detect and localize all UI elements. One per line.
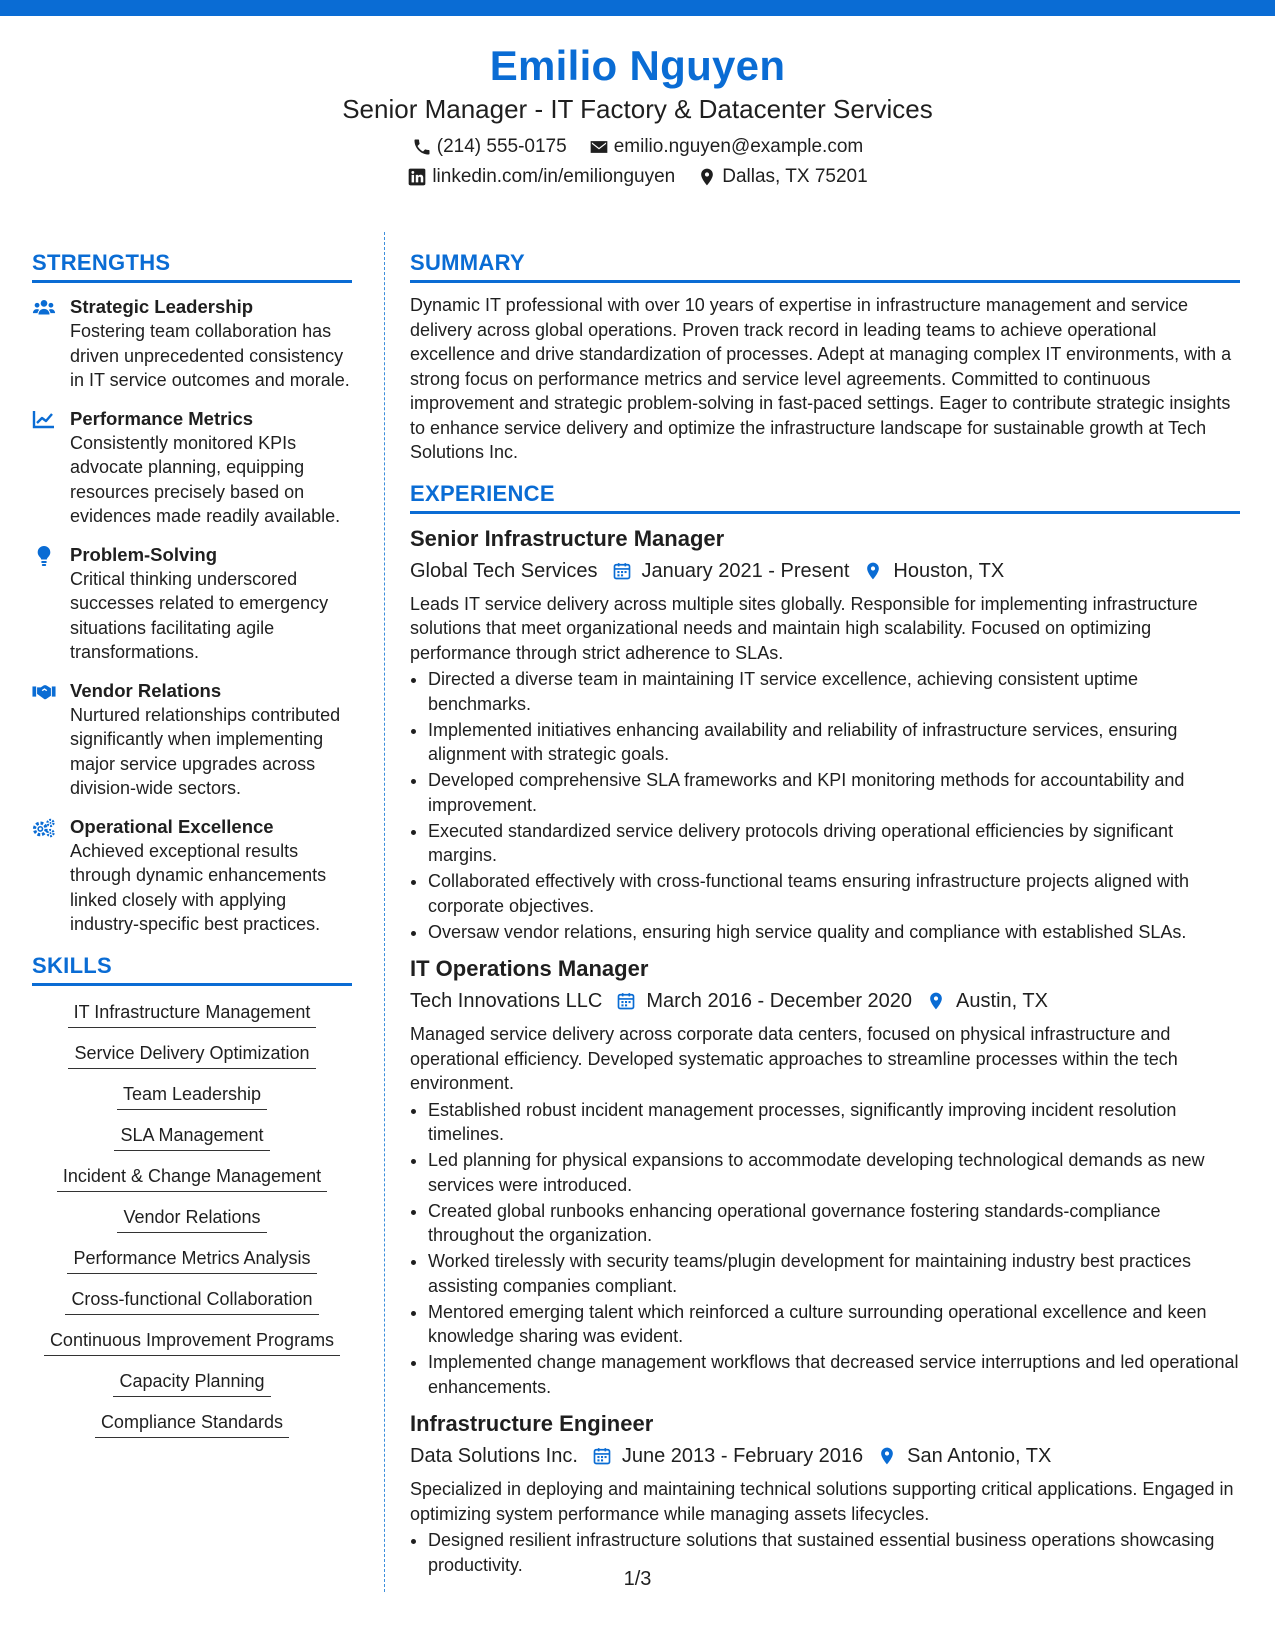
job-title: IT Operations Manager — [410, 956, 649, 981]
map-pin-icon — [877, 1446, 897, 1466]
job-meta — [410, 556, 1240, 586]
job-bullet: • Collaborated effectively with cross-functional teams ensuring infrastructure projects aligned with corporate objectives. — [428, 869, 1240, 918]
lightbulb-icon — [32, 545, 56, 567]
skill-item — [32, 1328, 352, 1356]
strength-item — [32, 407, 352, 529]
strength-description: Achieved exceptional results through dynamic enhancements linked closely with applying industry-specific best practices. — [70, 840, 327, 934]
strength-title: Strategic Leadership — [70, 296, 254, 317]
job-location: Austin, TX — [956, 990, 1048, 1012]
skill-label: Continuous Improvement Programs — [44, 1328, 340, 1356]
strengths-heading: STRENGTHS — [32, 248, 352, 283]
strength-item — [32, 295, 352, 393]
column-divider — [384, 232, 385, 1592]
job-bullet: • Implemented initiatives enhancing availability and reliability of infrastructure services, ensuring alignment with strategic goals. — [428, 718, 1240, 767]
email-text[interactable]: emilio.nguyen@example.com — [613, 136, 864, 157]
strength-item — [32, 815, 352, 937]
linkedin-icon — [407, 167, 427, 187]
strength-title: Problem-Solving — [70, 543, 217, 565]
strength-description: Fostering team collaboration has driven unprecedented consistency in IT service outcomes and morale. — [70, 321, 350, 390]
handshake-icon — [32, 681, 56, 703]
skills-list — [32, 1000, 352, 1438]
job-bullet: • Created global runbooks enhancing operational governance fostering standards-compliance throughout the organization. — [428, 1199, 1240, 1248]
job-dates: March 2016 - December 2020 — [646, 990, 913, 1012]
chart-line-icon — [32, 409, 56, 431]
job-description: Managed service delivery across corporate data centers, focused on physical infrastructure and operational efficiency. Developed systematic approaches to streamline processes within the tech environment. — [410, 1024, 1178, 1093]
email-contact[interactable] — [589, 132, 864, 162]
job-entry — [410, 954, 1240, 1399]
job-meta — [410, 1441, 1240, 1471]
strength-title: Operational Excellence — [70, 815, 274, 837]
job-bullet: • Worked tirelessly with security teams/plugin development for maintaining industry best practices assisting companies compliant. — [428, 1249, 1240, 1298]
skill-label: Compliance Standards — [95, 1410, 289, 1438]
skill-item — [32, 1123, 352, 1151]
company-name: Global Tech Services — [410, 559, 598, 582]
map-pin-icon — [863, 561, 883, 581]
job-bullet: • Led planning for physical expansions to accommodate developing technological demands as new services were introduced. — [428, 1148, 1240, 1197]
top-accent-bar — [0, 0, 1275, 16]
job-description: Specialized in deploying and maintaining technical solutions supporting critical applications. Engaged in optimizing system performance while managing assets lifecycles. — [410, 1479, 1234, 1524]
skills-heading: SKILLS — [32, 951, 352, 986]
job-bullet: • Implemented change management workflows that decreased service interruptions and led operational enhancements. — [428, 1350, 1240, 1399]
candidate-title: Senior Manager - IT Factory & Datacenter Services — [342, 94, 933, 124]
skill-label: SLA Management — [114, 1123, 269, 1151]
skill-item — [32, 1082, 352, 1110]
calendar-icon — [592, 1446, 612, 1466]
job-title: Infrastructure Engineer — [410, 1411, 654, 1436]
strength-description: Critical thinking underscored successes related to emergency situations facilitating agile transformations. — [70, 568, 329, 662]
skill-label: Team Leadership — [117, 1082, 267, 1110]
skill-label: Performance Metrics Analysis — [67, 1246, 316, 1274]
company-name: Tech Innovations LLC — [410, 990, 603, 1012]
cogs-icon — [32, 817, 56, 839]
skill-item — [32, 1164, 352, 1192]
strengths-list — [32, 295, 352, 937]
skill-item — [32, 1369, 352, 1397]
users-icon — [32, 297, 56, 319]
job-bullet: • Developed comprehensive SLA frameworks and KPI monitoring methods for accountability and improvement. — [428, 768, 1240, 817]
skill-label: Service Delivery Optimization — [68, 1041, 315, 1069]
strength-title: Vendor Relations — [70, 679, 222, 701]
skill-item — [32, 1287, 352, 1315]
job-bullets — [410, 667, 1240, 944]
strength-title: Performance Metrics — [70, 407, 254, 429]
skill-item — [32, 1410, 352, 1438]
job-bullet: • Executed standardized service delivery protocols driving operational efficiencies by significant margins. — [428, 819, 1240, 868]
strength-description: Consistently monitored KPIs advocate planning, equipping resources precisely based on evidences made readily available. — [70, 432, 341, 526]
skill-item — [32, 1000, 352, 1028]
job-bullet: • Mentored emerging talent which reinforced a culture surrounding operational excellence and keen knowledge sharing was evident. — [428, 1300, 1240, 1349]
linkedin-contact[interactable] — [407, 162, 675, 192]
skill-label: Cross-functional Collaboration — [65, 1287, 318, 1315]
phone-text: (214) 555-0175 — [436, 136, 567, 157]
job-entry — [410, 524, 1240, 945]
phone-contact — [412, 132, 567, 162]
page-number: 1/3 — [623, 1568, 652, 1590]
summary-text: Dynamic IT professional with over 10 years of expertise in infrastructure management and service delivery across global operations. Proven track record in leading teams to achieve operational excellence and drive standardization of processes. Adept at managing complex IT environments, with a strong focus on performance metrics and service level agreements. Committed to continuous improvement and strategic problem-solving in fast-paced settings. Eager to contribute strategic insights to enhance service delivery and optimize the infrastructure landscape for sustainable growth at Tech Solutions Inc. — [410, 295, 1232, 462]
contact-row-1 — [0, 132, 1275, 162]
job-entry — [410, 1409, 1240, 1577]
resume-header — [0, 40, 1275, 192]
job-bullets — [410, 1098, 1240, 1400]
summary-heading: SUMMARY — [410, 248, 1240, 283]
company-name: Data Solutions Inc. — [410, 1445, 578, 1467]
job-dates: June 2013 - February 2016 — [621, 1445, 864, 1467]
linkedin-text[interactable]: linkedin.com/in/emilionguyen — [432, 166, 676, 187]
map-pin-icon — [697, 167, 717, 187]
skill-label: Capacity Planning — [113, 1369, 270, 1397]
job-bullet: • Directed a diverse team in maintaining IT service excellence, achieving consistent uptime benchmarks. — [428, 667, 1240, 716]
experience-heading: EXPERIENCE — [410, 479, 1240, 514]
skill-item — [32, 1205, 352, 1233]
candidate-name: Emilio Nguyen — [489, 42, 786, 89]
skill-label: Incident & Change Management — [57, 1164, 327, 1192]
phone-icon — [412, 137, 432, 157]
contact-row-2 — [0, 162, 1275, 192]
calendar-icon — [616, 991, 636, 1011]
calendar-icon — [612, 561, 632, 581]
right-column — [410, 248, 1240, 1579]
skill-item — [32, 1041, 352, 1069]
job-bullet: • Established robust incident management processes, significantly improving incident resolution timelines. — [428, 1098, 1240, 1147]
job-description: Leads IT service delivery across multiple sites globally. Responsible for implementing infrastructure solutions that meet organizational needs and maintain high scalability. Focused on optimizing performance through strict adherence to SLAs. — [410, 593, 1198, 663]
skill-label: IT Infrastructure Management — [68, 1000, 317, 1028]
job-bullet: • Oversaw vendor relations, ensuring high service quality and compliance with established SLAs. — [428, 920, 1240, 945]
skill-label: Vendor Relations — [117, 1205, 266, 1233]
job-meta — [410, 986, 1240, 1016]
job-title: Senior Infrastructure Manager — [410, 525, 725, 551]
location-contact — [697, 162, 867, 192]
job-location: San Antonio, TX — [907, 1445, 1052, 1467]
strength-description: Nurtured relationships contributed significantly when implementing major service upgrades across division-wide sectors. — [70, 704, 341, 798]
strength-item — [32, 679, 352, 801]
job-location: Houston, TX — [893, 559, 1005, 582]
map-pin-icon — [926, 991, 946, 1011]
location-text: Dallas, TX 75201 — [722, 166, 868, 187]
left-column — [32, 248, 352, 1451]
envelope-icon — [589, 137, 609, 157]
strength-item — [32, 543, 352, 665]
job-bullet: • Designed resilient infrastructure solutions that sustained essential business operations showcasing productivity. — [428, 1528, 1240, 1577]
job-dates: January 2021 - Present — [641, 559, 850, 582]
skill-item — [32, 1246, 352, 1274]
